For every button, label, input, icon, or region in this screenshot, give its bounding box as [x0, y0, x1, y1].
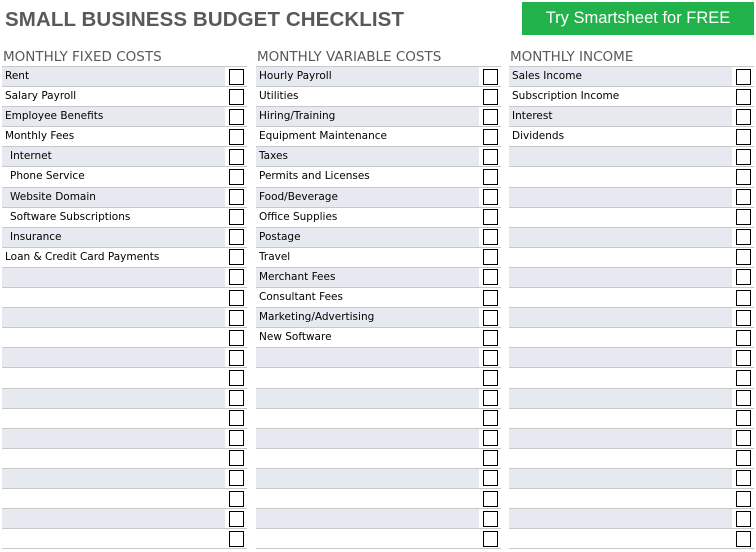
item-label	[509, 147, 732, 166]
item-label	[2, 348, 225, 367]
checkbox-cell	[479, 509, 501, 528]
try-smartsheet-button[interactable]: Try Smartsheet for FREE	[522, 2, 754, 35]
checkbox-cell	[225, 389, 247, 408]
checkbox-cell	[479, 429, 501, 448]
checkbox[interactable]	[483, 149, 498, 165]
checklist-row	[256, 188, 501, 208]
checklist-row	[256, 67, 501, 87]
checklist-row	[2, 449, 247, 469]
item-label: Sales Income	[509, 67, 732, 86]
item-label: Merchant Fees	[256, 268, 479, 287]
checklist-row	[2, 87, 247, 107]
checkbox[interactable]	[483, 69, 498, 85]
checklist-row	[2, 328, 247, 348]
checklist-row	[509, 429, 754, 449]
item-label	[509, 529, 732, 548]
checklist-rows	[2, 66, 247, 549]
checklist-row	[509, 389, 754, 409]
checkbox[interactable]	[229, 350, 244, 366]
checkbox[interactable]	[736, 531, 751, 547]
checklist-row	[256, 449, 501, 469]
checkbox-cell	[225, 248, 247, 267]
checkbox-cell	[732, 107, 754, 126]
column-heading: MONTHLY INCOME	[510, 49, 634, 65]
checkbox[interactable]	[736, 370, 751, 386]
checklist-rows	[509, 66, 754, 549]
checkbox-cell	[225, 489, 247, 508]
checkbox[interactable]	[229, 209, 244, 225]
checklist-row	[256, 107, 501, 127]
checklist-row	[509, 248, 754, 268]
item-label	[256, 429, 479, 448]
item-label	[2, 469, 225, 488]
checkbox-cell	[225, 368, 247, 387]
checklist-row	[256, 87, 501, 107]
variable-costs-column	[256, 48, 501, 549]
checkbox-cell	[225, 328, 247, 347]
item-label	[2, 489, 225, 508]
checkbox-cell	[732, 308, 754, 327]
checkbox-cell	[479, 328, 501, 347]
checkbox-cell	[225, 208, 247, 227]
item-label: Consultant Fees	[259, 291, 343, 304]
checkbox-cell	[732, 67, 754, 86]
checkbox[interactable]	[736, 69, 751, 85]
checklist-row	[256, 469, 501, 489]
checkbox-cell	[479, 529, 501, 548]
item-label: Monthly Fees	[5, 130, 75, 143]
item-label: Taxes	[256, 147, 479, 166]
checkbox[interactable]	[736, 269, 751, 285]
checkbox[interactable]	[736, 89, 751, 105]
item-label	[509, 509, 732, 528]
checkbox-cell	[479, 228, 501, 247]
item-label	[2, 409, 225, 428]
item-label: Hourly Payroll	[256, 67, 479, 86]
item-label	[256, 389, 479, 408]
item-label	[509, 348, 732, 367]
checklist-row	[256, 509, 501, 529]
item-label: Loan & Credit Card Payments	[5, 250, 160, 263]
item-label	[256, 449, 479, 468]
item-label	[256, 529, 479, 548]
checklist-row	[256, 368, 501, 388]
checklist-row	[2, 368, 247, 388]
checkbox[interactable]	[736, 129, 751, 145]
checklist-row	[2, 127, 247, 147]
checkbox-cell	[732, 248, 754, 267]
checklist-row	[2, 228, 247, 248]
checklist-row	[256, 389, 501, 409]
checkbox[interactable]	[229, 430, 244, 446]
checklist-row	[509, 409, 754, 429]
checkbox-cell	[479, 489, 501, 508]
item-label	[2, 529, 225, 548]
checklist-row	[2, 529, 247, 549]
checkbox[interactable]	[229, 310, 244, 326]
item-label: Insurance	[2, 228, 225, 247]
checkbox-cell	[225, 228, 247, 247]
checkbox-cell	[732, 288, 754, 307]
item-label: Phone Service	[10, 170, 85, 183]
item-label	[256, 348, 479, 367]
checkbox[interactable]	[229, 149, 244, 165]
checklist-row	[256, 248, 501, 268]
checkbox[interactable]	[483, 290, 498, 306]
checkbox[interactable]	[483, 430, 498, 446]
item-label	[509, 368, 732, 387]
checkbox-cell	[225, 308, 247, 327]
checklist-row	[2, 509, 247, 529]
checklist-row	[256, 208, 501, 228]
item-label	[509, 288, 732, 307]
checklist-row	[256, 288, 501, 308]
checkbox-cell	[225, 449, 247, 468]
item-label	[509, 469, 732, 488]
checkbox[interactable]	[483, 390, 498, 406]
checkbox-cell	[225, 288, 247, 307]
checklist-row	[2, 147, 247, 167]
checkbox-cell	[732, 147, 754, 166]
checklist-row	[256, 228, 501, 248]
item-label	[2, 389, 225, 408]
item-label: Website Domain	[2, 188, 225, 207]
checkbox[interactable]	[229, 491, 244, 507]
checklist-row	[256, 268, 501, 288]
item-label	[509, 167, 732, 186]
item-label: Permits and Licenses	[259, 170, 370, 183]
checkbox-cell	[225, 268, 247, 287]
checklist-row	[509, 127, 754, 147]
checklist-row	[2, 409, 247, 429]
checkbox[interactable]	[229, 129, 244, 145]
checklist-row	[509, 67, 754, 87]
checkbox[interactable]	[736, 290, 751, 306]
checkbox[interactable]	[483, 310, 498, 326]
checkbox-cell	[225, 509, 247, 528]
checkbox-cell	[225, 469, 247, 488]
checklist-row	[2, 188, 247, 208]
checkbox-cell	[732, 449, 754, 468]
item-label: Interest	[509, 107, 732, 126]
checkbox-cell	[225, 348, 247, 367]
item-label	[2, 449, 225, 468]
checkbox-cell	[732, 127, 754, 146]
checkbox[interactable]	[483, 249, 498, 265]
item-label	[2, 268, 225, 287]
item-label: New Software	[259, 331, 332, 344]
checkbox-cell	[479, 288, 501, 307]
item-label	[256, 509, 479, 528]
item-label: Travel	[259, 250, 291, 263]
checkbox[interactable]	[483, 511, 498, 527]
checkbox[interactable]	[229, 290, 244, 306]
checkbox[interactable]	[229, 511, 244, 527]
checkbox-cell	[479, 409, 501, 428]
checkbox[interactable]	[229, 410, 244, 426]
checkbox[interactable]	[483, 370, 498, 386]
item-label: Office Supplies	[259, 210, 338, 223]
checkbox-cell	[225, 167, 247, 186]
checkbox[interactable]	[736, 169, 751, 185]
item-label: Salary Payroll	[5, 90, 77, 103]
checkbox-cell	[479, 188, 501, 207]
checklist-row	[256, 348, 501, 368]
checkbox[interactable]	[736, 189, 751, 205]
item-label	[2, 368, 225, 387]
checklist-row	[509, 469, 754, 489]
checkbox-cell	[732, 328, 754, 347]
checkbox-cell	[732, 469, 754, 488]
checkbox-cell	[479, 147, 501, 166]
checkbox[interactable]	[483, 169, 498, 185]
checklist-row	[2, 469, 247, 489]
item-label	[256, 409, 479, 428]
checklist-rows	[256, 66, 501, 549]
checkbox[interactable]	[229, 531, 244, 547]
checklist-row	[509, 529, 754, 549]
checkbox-cell	[479, 127, 501, 146]
item-label: Subscription Income	[512, 90, 620, 103]
item-label: Dividends	[512, 130, 565, 143]
item-label: Postage	[256, 228, 479, 247]
checklist-row	[256, 147, 501, 167]
checkbox[interactable]	[229, 390, 244, 406]
checkbox-cell	[732, 167, 754, 186]
checkbox[interactable]	[736, 450, 751, 466]
fixed-costs-column	[2, 48, 247, 549]
checkbox[interactable]	[229, 169, 244, 185]
item-label	[2, 429, 225, 448]
checkbox[interactable]	[229, 69, 244, 85]
checkbox-cell	[732, 429, 754, 448]
checklist-row	[509, 208, 754, 228]
checkbox-cell	[732, 188, 754, 207]
item-label	[509, 389, 732, 408]
checkbox-cell	[732, 389, 754, 408]
checkbox[interactable]	[483, 531, 498, 547]
checkbox[interactable]	[736, 310, 751, 326]
item-label: Equipment Maintenance	[259, 130, 387, 143]
column-heading: MONTHLY VARIABLE COSTS	[257, 49, 442, 65]
checkbox-cell	[732, 228, 754, 247]
checklist-row	[256, 328, 501, 348]
column-heading: MONTHLY FIXED COSTS	[3, 49, 162, 65]
checkbox-cell	[732, 348, 754, 367]
checkbox[interactable]	[736, 229, 751, 245]
checklist-row	[509, 288, 754, 308]
checkbox-cell	[479, 389, 501, 408]
item-label	[509, 268, 732, 287]
checklist-row	[2, 429, 247, 449]
checkbox[interactable]	[229, 89, 244, 105]
checkbox-cell	[479, 67, 501, 86]
checkbox-cell	[479, 268, 501, 287]
checkbox-cell	[479, 208, 501, 227]
checkbox[interactable]	[483, 470, 498, 486]
checklist-row	[256, 167, 501, 187]
checklist-row	[509, 188, 754, 208]
item-label	[2, 288, 225, 307]
checklist-row	[256, 308, 501, 328]
item-label: Employee Benefits	[2, 107, 225, 126]
page-title: SMALL BUSINESS BUDGET CHECKLIST	[5, 8, 405, 31]
item-label	[509, 188, 732, 207]
checkbox[interactable]	[229, 470, 244, 486]
checkbox[interactable]	[229, 249, 244, 265]
checkbox[interactable]	[229, 450, 244, 466]
item-label	[509, 328, 732, 347]
checkbox-cell	[225, 188, 247, 207]
checkbox[interactable]	[736, 149, 751, 165]
checklist-row	[509, 167, 754, 187]
item-label	[509, 208, 732, 227]
checkbox-cell	[479, 167, 501, 186]
checklist-row	[509, 348, 754, 368]
checkbox[interactable]	[483, 89, 498, 105]
item-label	[509, 409, 732, 428]
checklist-row	[256, 429, 501, 449]
checkbox[interactable]	[736, 209, 751, 225]
checklist-row	[256, 127, 501, 147]
checklist-row	[509, 147, 754, 167]
checklist-row	[509, 509, 754, 529]
checklist-row	[509, 368, 754, 388]
checklist-row	[2, 167, 247, 187]
checklist-row	[256, 529, 501, 549]
checkbox-cell	[225, 529, 247, 548]
checklist-row	[256, 409, 501, 429]
checkbox-cell	[479, 469, 501, 488]
checkbox[interactable]	[483, 450, 498, 466]
checklist-row	[2, 389, 247, 409]
checkbox[interactable]	[229, 189, 244, 205]
checkbox-cell	[479, 348, 501, 367]
checkbox-cell	[225, 429, 247, 448]
item-label	[2, 509, 225, 528]
checkbox[interactable]	[483, 189, 498, 205]
checkbox[interactable]	[483, 209, 498, 225]
checkbox-cell	[479, 308, 501, 327]
item-label: Food/Beverage	[256, 188, 479, 207]
checkbox-cell	[732, 368, 754, 387]
checkbox[interactable]	[483, 109, 498, 125]
checklist-row	[256, 489, 501, 509]
checklist-row	[509, 489, 754, 509]
checkbox-cell	[732, 268, 754, 287]
checkbox[interactable]	[736, 390, 751, 406]
checkbox-cell	[225, 127, 247, 146]
checklist-row	[509, 328, 754, 348]
item-label	[256, 368, 479, 387]
checkbox-cell	[732, 409, 754, 428]
checkbox[interactable]	[229, 109, 244, 125]
checkbox[interactable]	[736, 330, 751, 346]
checkbox[interactable]	[736, 430, 751, 446]
checklist-row	[509, 87, 754, 107]
checklist-row	[2, 248, 247, 268]
checkbox[interactable]	[736, 410, 751, 426]
checklist-row	[509, 228, 754, 248]
checklist-row	[2, 288, 247, 308]
checkbox-cell	[225, 67, 247, 86]
item-label	[509, 429, 732, 448]
checkbox-cell	[732, 489, 754, 508]
checkbox-cell	[732, 87, 754, 106]
checklist-row	[509, 107, 754, 127]
checklist-row	[509, 449, 754, 469]
item-label: Internet	[2, 147, 225, 166]
checklist-row	[2, 67, 247, 87]
checkbox[interactable]	[736, 249, 751, 265]
item-label	[256, 489, 479, 508]
item-label: Software Subscriptions	[10, 210, 131, 223]
checkbox-cell	[732, 509, 754, 528]
checkbox[interactable]	[736, 109, 751, 125]
checkbox[interactable]	[483, 229, 498, 245]
checkbox[interactable]	[736, 470, 751, 486]
item-label: Utilities	[259, 90, 299, 103]
checkbox[interactable]	[736, 491, 751, 507]
checkbox[interactable]	[736, 511, 751, 527]
item-label	[509, 248, 732, 267]
checkbox-cell	[225, 409, 247, 428]
item-label	[509, 308, 732, 327]
item-label	[256, 469, 479, 488]
item-label: Hiring/Training	[256, 107, 479, 126]
item-label	[2, 308, 225, 327]
item-label	[509, 449, 732, 468]
checklist-row	[509, 308, 754, 328]
checkbox-cell	[225, 107, 247, 126]
checkbox-cell	[479, 107, 501, 126]
checkbox[interactable]	[229, 370, 244, 386]
checklist-row	[2, 348, 247, 368]
checkbox-cell	[479, 87, 501, 106]
checklist-row	[2, 489, 247, 509]
income-column	[509, 48, 754, 549]
item-label	[509, 228, 732, 247]
checkbox[interactable]	[483, 269, 498, 285]
item-label: Marketing/Advertising	[256, 308, 479, 327]
checklist-row	[2, 308, 247, 328]
checkbox-cell	[479, 248, 501, 267]
checklist-row	[509, 268, 754, 288]
item-label	[2, 328, 225, 347]
checkbox[interactable]	[229, 229, 244, 245]
checkbox[interactable]	[483, 491, 498, 507]
checkbox[interactable]	[483, 330, 498, 346]
checkbox[interactable]	[483, 129, 498, 145]
checklist-row	[2, 208, 247, 228]
item-label	[509, 489, 732, 508]
checkbox[interactable]	[229, 269, 244, 285]
checkbox-cell	[225, 87, 247, 106]
checkbox-cell	[225, 147, 247, 166]
checklist-row	[2, 268, 247, 288]
checkbox[interactable]	[229, 330, 244, 346]
checkbox[interactable]	[483, 410, 498, 426]
checkbox-cell	[732, 208, 754, 227]
checkbox-cell	[479, 368, 501, 387]
checklist-row	[2, 107, 247, 127]
checkbox[interactable]	[483, 350, 498, 366]
checkbox[interactable]	[736, 350, 751, 366]
checkbox-cell	[732, 529, 754, 548]
checkbox-cell	[479, 449, 501, 468]
item-label: Rent	[2, 67, 225, 86]
